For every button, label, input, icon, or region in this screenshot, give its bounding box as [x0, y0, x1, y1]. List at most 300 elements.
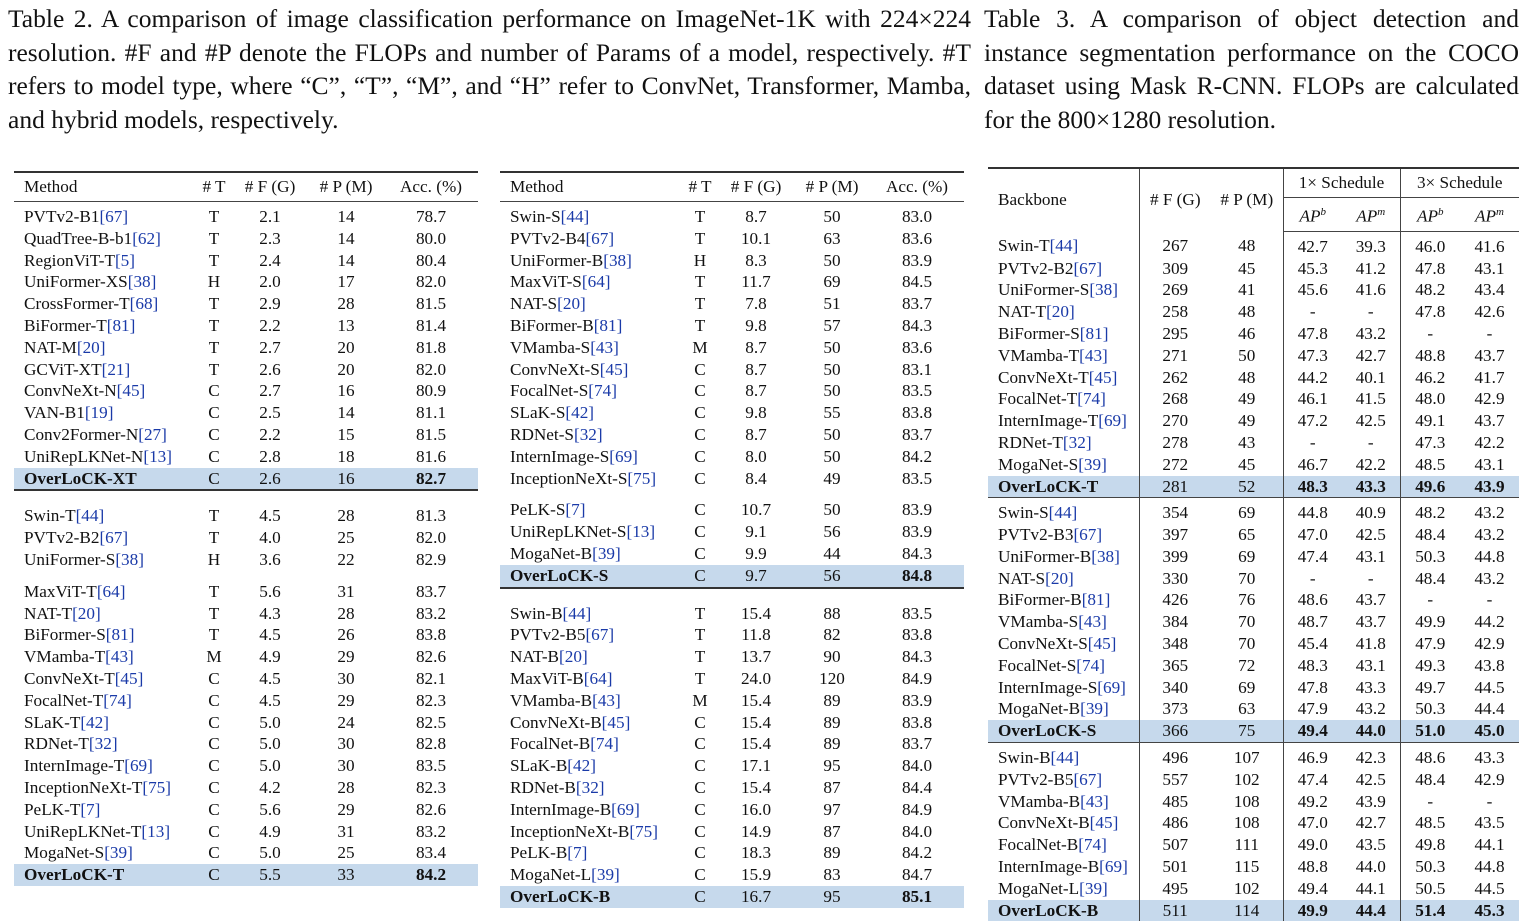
flops-cell: 15.4 [740, 690, 772, 710]
flops-cell: 5.6 [259, 581, 281, 601]
citation-link[interactable]: [38] [127, 272, 157, 292]
citation-link[interactable]: [69] [1099, 857, 1128, 877]
type-cell: C [694, 446, 706, 466]
method-label: Swin-B [998, 748, 1051, 768]
method-label: VMamba-B [510, 690, 593, 710]
params-cell: 28 [337, 506, 355, 526]
method-label: MogaNet-B [510, 543, 593, 563]
table-row [14, 202, 478, 228]
params-cell: 50 [823, 359, 841, 379]
flops-cell: 7.8 [745, 294, 767, 314]
citation-link[interactable]: [43] [1078, 612, 1107, 632]
citation-link[interactable]: [67] [1073, 525, 1103, 545]
citation-link[interactable]: [43] [592, 690, 621, 710]
type-cell: C [694, 777, 706, 797]
method-label: Swin-B [510, 603, 563, 623]
citation-link[interactable]: [81] [593, 315, 623, 335]
flops-cell: 8.7 [745, 207, 767, 226]
citation-link[interactable]: [81] [1079, 323, 1109, 343]
flops-cell: 272 [1162, 454, 1189, 474]
method-name [14, 380, 196, 402]
citation-link[interactable]: [43] [1080, 791, 1109, 811]
citation-link[interactable]: [13] [141, 821, 171, 841]
apb-3x-cell: - [1400, 589, 1460, 611]
method-name [14, 624, 196, 646]
citation-link[interactable]: [43] [105, 647, 134, 667]
method-name [988, 388, 1139, 410]
method-label: FocalNet-B [510, 734, 591, 754]
citation-link[interactable]: [32] [88, 734, 118, 754]
citation-link[interactable]: [38] [1091, 546, 1120, 566]
apm-1x-cell: 43.1 [1355, 655, 1386, 675]
table-row-ours [988, 476, 1519, 498]
citation-link[interactable]: [20] [557, 294, 586, 314]
citation-link[interactable]: [32] [573, 424, 603, 444]
citation-link[interactable]: [45] [1089, 813, 1119, 833]
params-cell: 90 [823, 647, 841, 667]
acc-cell: 82.5 [415, 712, 447, 732]
citation-link[interactable]: [74] [588, 381, 617, 401]
method-label: ConvNeXt-T [998, 367, 1089, 387]
apm-3x-cell: 43.2 [1474, 568, 1505, 588]
type-cell: T [208, 207, 220, 226]
apm-1x-cell: 43.7 [1355, 612, 1386, 632]
spacer-row [500, 489, 964, 499]
citation-link[interactable]: [7] [567, 843, 588, 863]
table-row-ours [988, 720, 1519, 742]
type-cell: T [694, 228, 706, 248]
params-cell: 56 [794, 565, 870, 588]
citation-link[interactable]: [39] [1078, 454, 1107, 474]
citation-link[interactable]: [81] [1081, 590, 1111, 610]
spacer-row [500, 588, 964, 599]
method-label: RDNet-T [24, 734, 89, 754]
header-params: # P (M) [794, 172, 870, 202]
apm-1x-cell: 41.8 [1355, 634, 1386, 654]
params-cell: 65 [1238, 525, 1256, 545]
table-row [988, 498, 1519, 524]
flops-cell: 295 [1162, 323, 1189, 343]
citation-link[interactable]: [7] [80, 799, 101, 819]
citation-link[interactable]: [44] [562, 603, 592, 623]
flops-cell: 10.7 [740, 500, 772, 520]
citation-link[interactable]: [21] [101, 359, 131, 379]
apm-3x-cell: 44.8 [1474, 857, 1505, 877]
flops-cell: 15.4 [740, 777, 772, 797]
flops-cell: 15.4 [740, 712, 772, 732]
apm-3x-cell: 43.1 [1474, 258, 1505, 278]
citation-link[interactable]: [7] [565, 500, 586, 520]
table2-right-panel [500, 171, 964, 908]
apb-1x-cell: 45.6 [1283, 279, 1342, 301]
citation-link[interactable]: [43] [590, 337, 619, 357]
acc-cell: 83.9 [901, 250, 933, 270]
method-name [500, 228, 682, 250]
type-cell: C [208, 843, 220, 863]
method-label: OverLoCK-S [998, 721, 1097, 741]
header-flops: # F (G) [232, 172, 308, 202]
apb-1x-cell: 47.4 [1283, 546, 1342, 568]
citation-link[interactable]: [64] [96, 581, 126, 601]
params-cell: 20 [337, 359, 355, 379]
type-cell: T [208, 250, 220, 270]
citation-link[interactable]: [81] [106, 315, 136, 335]
flops-cell: 348 [1162, 634, 1189, 654]
type-cell: C [694, 843, 706, 863]
method-label: PVTv2-B5 [510, 625, 586, 645]
apm-1x-cell: 42.3 [1342, 743, 1400, 769]
method-name [988, 301, 1139, 323]
citation-link[interactable]: [69] [611, 799, 640, 819]
params-cell: 69 [1238, 677, 1256, 697]
method-name [988, 900, 1139, 921]
apb-3x-cell: 50.5 [1400, 878, 1460, 900]
method-label: VMamba-T [24, 647, 106, 667]
apm-1x-cell: 41.5 [1355, 389, 1386, 409]
method-label: UniRepLKNet-S [510, 522, 627, 542]
params-cell: 88 [823, 603, 841, 623]
params-cell: 49 [1238, 411, 1256, 431]
citation-link[interactable]: [44] [1049, 236, 1079, 256]
flops-cell: 4.5 [259, 506, 281, 526]
apb-3x-cell: 47.3 [1400, 432, 1460, 454]
apm-3x-cell: 43.9 [1460, 476, 1519, 498]
type-cell: M [206, 647, 222, 667]
citation-link[interactable]: [39] [592, 543, 621, 563]
params-cell: 55 [823, 403, 841, 423]
table-row [14, 380, 478, 402]
params-cell: 82 [823, 625, 841, 645]
citation-link[interactable]: [67] [585, 228, 615, 248]
acc-cell: 82.6 [415, 647, 447, 667]
acc-cell: 83.6 [901, 228, 933, 248]
citation-link[interactable]: [27] [138, 424, 167, 444]
citation-link[interactable]: [69] [1097, 677, 1126, 697]
apb-3x-cell: 49.7 [1400, 677, 1460, 699]
method-label: SLaK-T [24, 712, 81, 732]
apm-3x-cell: 43.7 [1474, 345, 1505, 365]
citation-link[interactable]: [67] [585, 625, 615, 645]
params-cell: 70 [1238, 634, 1256, 654]
apm-3x-cell: 42.9 [1474, 389, 1505, 409]
method-name [988, 345, 1139, 367]
params-cell: 14 [337, 207, 355, 226]
method-label: ConvNeXt-B [510, 712, 602, 732]
citation-link[interactable]: [44] [1048, 503, 1078, 523]
acc-cell: 84.8 [870, 565, 964, 588]
apb-1x-cell: 48.8 [1283, 856, 1342, 878]
citation-link[interactable]: [74] [590, 734, 619, 754]
params-cell: 70 [1238, 568, 1256, 588]
apb-1x-cell: 46.1 [1283, 388, 1342, 410]
params-cell: 89 [823, 843, 841, 863]
table-row [500, 271, 964, 293]
citation-link[interactable]: [42] [80, 712, 109, 732]
method-name [14, 842, 196, 864]
params-cell: 108 [1233, 791, 1260, 811]
acc-cell: 81.8 [415, 337, 447, 357]
header-acc: Acc. (%) [870, 172, 964, 202]
header-method: Method [14, 172, 196, 202]
apm-3x-cell: 45.3 [1460, 900, 1519, 921]
flops-cell: 373 [1162, 699, 1189, 719]
type-cell: C [208, 403, 220, 423]
type-cell: C [694, 543, 706, 563]
apm-3x-cell: - [1486, 590, 1493, 610]
method-name [988, 476, 1139, 498]
flops-cell: 330 [1162, 568, 1189, 588]
method-label: ConvNeXt-T [24, 668, 115, 688]
method-name [988, 410, 1139, 432]
apb-1x-cell: 48.3 [1283, 476, 1342, 498]
citation-link[interactable]: [42] [567, 756, 596, 776]
table-row [988, 367, 1519, 389]
params-cell: 69 [823, 272, 841, 292]
citation-link[interactable]: [20] [1045, 568, 1074, 588]
params-cell: 49 [823, 468, 841, 488]
method-label: InternImage-T [24, 756, 125, 776]
params-cell: 31 [337, 581, 355, 601]
citation-link[interactable]: [68] [129, 294, 159, 314]
method-name [988, 498, 1139, 524]
citation-link[interactable]: [75] [142, 777, 171, 797]
flops-cell: 5.0 [259, 734, 281, 754]
method-name [14, 293, 196, 315]
acc-cell: 82.3 [415, 690, 447, 710]
apb-1x-cell: 47.8 [1283, 677, 1342, 699]
apm-1x-cell: 43.7 [1355, 590, 1386, 610]
method-name [500, 359, 682, 381]
citation-link[interactable]: [32] [575, 777, 605, 797]
citation-link[interactable]: [69] [609, 446, 638, 466]
type-cell: T [694, 668, 706, 688]
citation-link[interactable]: [39] [104, 843, 133, 863]
table-row [988, 698, 1519, 720]
citation-link[interactable]: [43] [1079, 345, 1108, 365]
method-label: MaxViT-T [24, 581, 97, 601]
acc-cell: 83.7 [415, 581, 447, 601]
flops-cell: 2.7 [259, 381, 281, 401]
citation-link[interactable]: [45] [599, 359, 629, 379]
citation-link[interactable]: [42] [565, 403, 595, 423]
table-row [14, 581, 478, 603]
citation-link[interactable]: [44] [1050, 748, 1080, 768]
table-row [14, 527, 478, 549]
citation-link[interactable]: [64] [581, 272, 611, 292]
table-row [988, 301, 1519, 323]
apm-1x-cell: - [1367, 302, 1374, 322]
citation-link[interactable]: [81] [105, 625, 135, 645]
flops-cell: 5.5 [232, 864, 308, 886]
method-label: BiFormer-B [510, 315, 594, 335]
apb-1x-cell: 49.0 [1283, 834, 1342, 856]
type-cell: T [694, 603, 706, 623]
params-cell: 29 [337, 799, 355, 819]
type-cell: C [208, 734, 220, 754]
table-row [988, 432, 1519, 454]
apm-3x-cell: 43.2 [1460, 498, 1519, 524]
citation-link[interactable]: [74] [103, 690, 132, 710]
method-label: ConvNeXt-B [998, 813, 1090, 833]
citation-link[interactable]: [45] [116, 381, 146, 401]
apb-1x-cell: 44.2 [1283, 367, 1342, 389]
method-label: InceptionNeXt-S [510, 468, 628, 488]
method-name [988, 856, 1139, 878]
acc-cell: 83.6 [901, 337, 933, 357]
citation-link[interactable]: [74] [1076, 655, 1105, 675]
type-cell: H [207, 549, 221, 569]
citation-link[interactable]: [13] [626, 522, 656, 542]
citation-link[interactable]: [67] [1073, 769, 1103, 789]
flops-cell: 557 [1162, 769, 1189, 789]
method-name [500, 521, 682, 543]
params-cell: 56 [823, 522, 841, 542]
params-cell: 16 [308, 468, 384, 491]
params-cell: 50 [823, 250, 841, 270]
method-label: Swin-S [510, 207, 561, 226]
citation-link[interactable]: [39] [1080, 699, 1109, 719]
flops-cell: 15.4 [740, 734, 772, 754]
acc-cell: 83.8 [901, 712, 933, 732]
citation-link[interactable]: [62] [132, 228, 161, 248]
params-cell: 102 [1233, 769, 1260, 789]
citation-link[interactable]: [20] [76, 337, 106, 357]
table-row [14, 821, 478, 843]
citation-link[interactable]: [74] [1077, 389, 1106, 409]
method-label: OverLoCK-B [998, 900, 1099, 920]
table-row [988, 769, 1519, 791]
citation-link[interactable]: [44] [560, 207, 590, 226]
params-cell: 17 [337, 272, 355, 292]
citation-link[interactable]: [20] [72, 603, 101, 623]
method-name [14, 799, 196, 821]
citation-link[interactable]: [20] [559, 647, 588, 667]
table-row [500, 755, 964, 777]
method-label: OverLoCK-T [24, 865, 125, 885]
method-label: VMamba-B [998, 791, 1081, 811]
table-row [988, 323, 1519, 345]
citation-link[interactable]: [69] [1098, 411, 1127, 431]
flops-cell: 11.8 [741, 625, 771, 645]
apm-3x-cell: 45.0 [1460, 720, 1519, 742]
type-cell: C [208, 446, 220, 466]
citation-link[interactable]: [39] [591, 865, 620, 885]
citation-link[interactable]: [45] [1087, 634, 1117, 654]
header-acc: Acc. (%) [384, 172, 478, 202]
citation-link[interactable]: [67] [99, 207, 129, 226]
spacer-row [14, 490, 478, 501]
citation-link[interactable]: [45] [1088, 367, 1118, 387]
apm-3x-cell: 43.2 [1474, 525, 1505, 545]
flops-cell: 278 [1162, 432, 1189, 452]
citation-link[interactable]: [38] [115, 549, 144, 569]
table-row [500, 424, 964, 446]
method-label: MogaNet-S [998, 454, 1079, 474]
table-row [14, 250, 478, 272]
acc-cell: 83.4 [415, 843, 447, 863]
apm-3x-cell: 43.3 [1460, 743, 1519, 769]
method-name [500, 271, 682, 293]
acc-cell: 80.9 [415, 381, 447, 401]
table-row [500, 733, 964, 755]
flops-cell: 8.3 [745, 250, 767, 270]
method-label: PVTv2-B3 [998, 525, 1074, 545]
citation-link[interactable]: [74] [1078, 835, 1107, 855]
citation-link[interactable]: [67] [1073, 258, 1103, 278]
method-name [988, 367, 1139, 389]
apb-1x-cell: 48.6 [1283, 589, 1342, 611]
acc-cell: 80.4 [415, 250, 447, 270]
table-row [500, 799, 964, 821]
method-label: SLaK-B [510, 756, 568, 776]
method-name [500, 250, 682, 272]
acc-cell: 83.5 [901, 381, 933, 401]
citation-link[interactable]: [64] [583, 668, 613, 688]
apb-3x-cell: 48.5 [1400, 812, 1460, 834]
citation-link[interactable]: [20] [1046, 302, 1075, 322]
apb-3x-cell: 48.4 [1400, 524, 1460, 546]
flops-cell: 309 [1162, 258, 1189, 278]
params-cell: 108 [1233, 813, 1260, 833]
type-cell: C [208, 777, 220, 797]
apm-3x-cell: 44.5 [1474, 677, 1505, 697]
citation-link[interactable]: [19] [84, 403, 114, 423]
flops-cell: 262 [1162, 367, 1189, 387]
type-cell: H [207, 272, 221, 292]
citation-link[interactable]: [32] [1062, 432, 1092, 452]
table-row [988, 568, 1519, 590]
citation-link[interactable]: [5] [114, 250, 135, 270]
table-row [500, 599, 964, 625]
method-name [988, 791, 1139, 813]
table-row [500, 402, 964, 424]
apm-1x-cell: 43.3 [1342, 476, 1400, 498]
table-row [500, 315, 964, 337]
apm-3x-cell: 42.6 [1474, 302, 1505, 322]
citation-link[interactable]: [39] [1079, 878, 1108, 898]
citation-link[interactable]: [69] [124, 756, 153, 776]
citation-link[interactable]: [45] [114, 668, 144, 688]
params-cell: 45 [1238, 454, 1256, 474]
citation-link[interactable]: [67] [99, 528, 129, 548]
type-cell: C [694, 734, 706, 754]
apm-3x-cell: 44.5 [1474, 878, 1505, 898]
apb-3x-cell: 48.8 [1400, 345, 1460, 367]
method-label: FocalNet-T [998, 389, 1078, 409]
method-label: UniFormer-S [998, 280, 1090, 300]
citation-link[interactable]: [38] [603, 250, 632, 270]
params-cell: 50 [823, 424, 841, 444]
citation-link[interactable]: [13] [143, 446, 172, 466]
method-name [14, 228, 196, 250]
apb-3x-cell: 46.2 [1400, 367, 1460, 389]
method-label: SLaK-S [510, 403, 566, 423]
citation-link[interactable]: [75] [629, 821, 658, 841]
flops-cell: 2.2 [259, 424, 281, 444]
apb-3x-cell: 50.3 [1400, 546, 1460, 568]
type-cell: C [208, 381, 220, 401]
table-row [500, 690, 964, 712]
citation-link[interactable]: [38] [1089, 280, 1118, 300]
table-row [14, 777, 478, 799]
citation-link[interactable]: [44] [75, 506, 105, 526]
table3 [988, 167, 1519, 921]
citation-link[interactable]: [45] [601, 712, 631, 732]
method-label: OverLoCK-S [510, 565, 609, 585]
method-name [14, 527, 196, 549]
citation-link[interactable]: [75] [627, 468, 657, 488]
flops-cell: 5.0 [259, 712, 281, 732]
